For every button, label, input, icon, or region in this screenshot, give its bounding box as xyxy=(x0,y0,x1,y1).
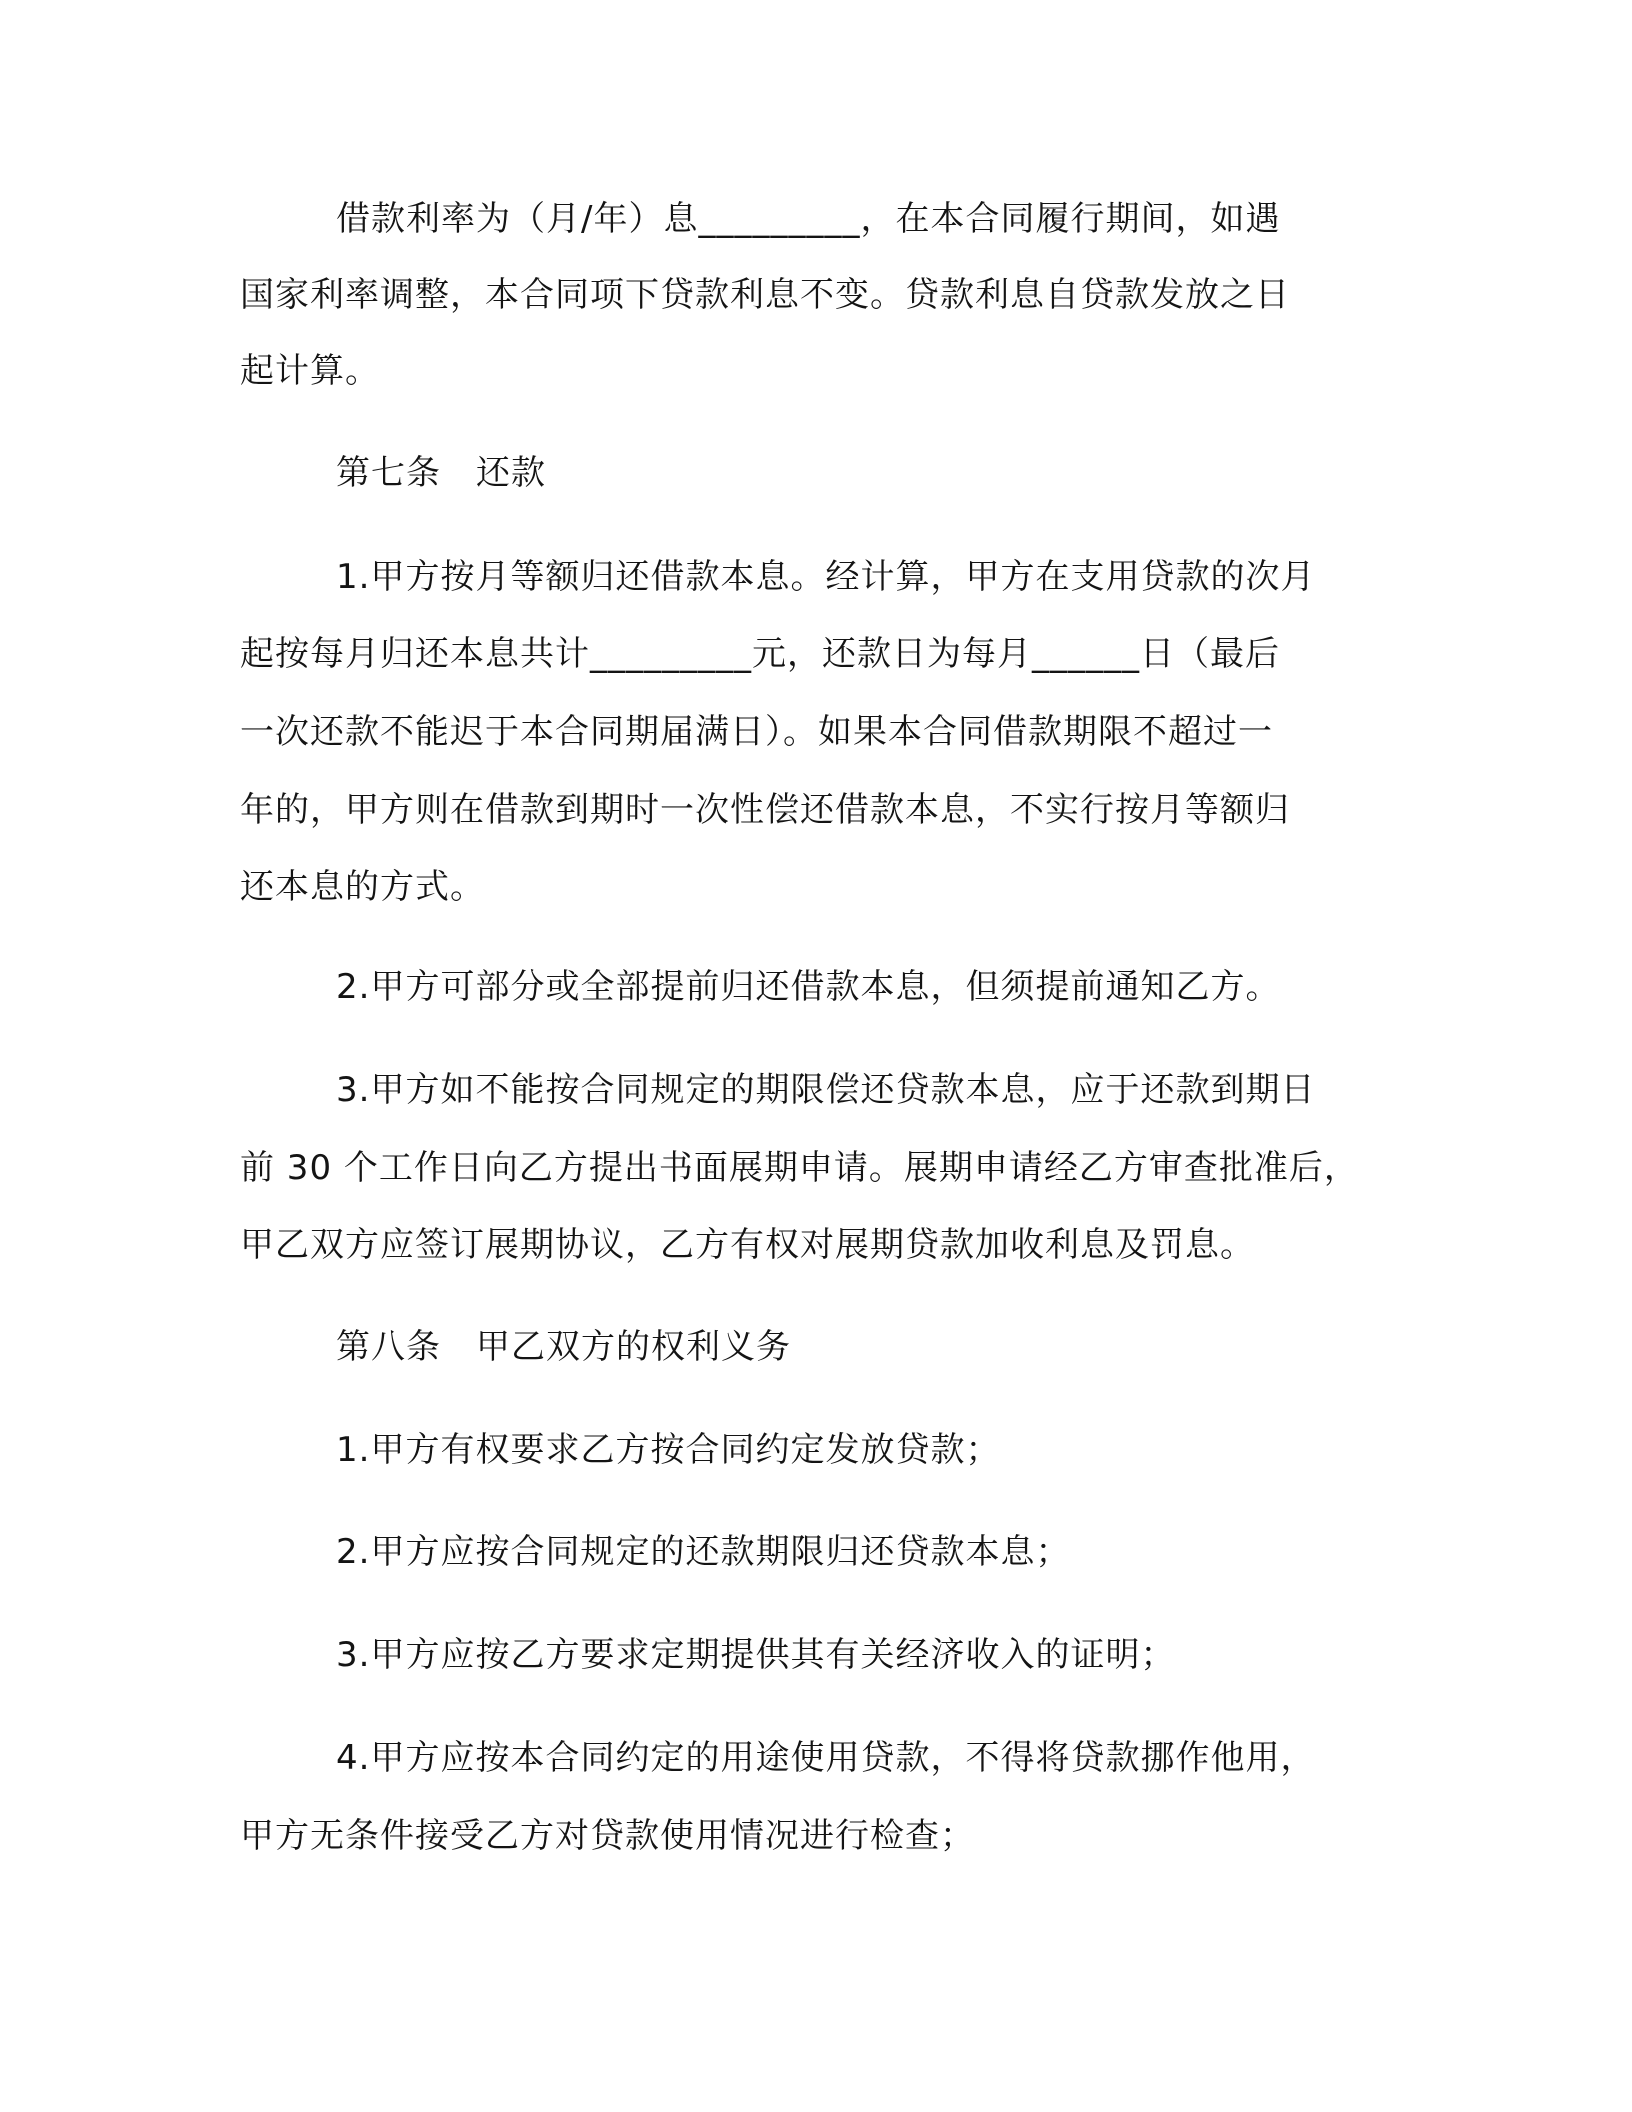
text-line: 前 30 个工作日向乙方提出书面展期申请。展期申请经乙方审查批准后， xyxy=(240,1148,1359,1188)
text-line-duty-4: 4.甲方应按本合同约定的用途使用贷款，不得将贷款挪作他用， xyxy=(336,1738,1316,1778)
text-line-interest-rate: 借款利率为（月/年）息_________，在本合同履行期间，如遇 xyxy=(336,199,1281,239)
text-line: 还本息的方式。 xyxy=(240,867,485,907)
text-line: 甲方无条件接受乙方对贷款使用情况进行检查； xyxy=(240,1816,975,1856)
section-heading-article-7: 第七条 还款 xyxy=(336,453,546,493)
text-line: 国家利率调整，本合同项下贷款利息不变。贷款利息自贷款发放之日 xyxy=(240,275,1290,315)
section-heading-article-8: 第八条 甲乙双方的权利义务 xyxy=(336,1327,791,1367)
text-line: 一次还款不能迟于本合同期届满日）。如果本合同借款期限不超过一 xyxy=(240,712,1273,752)
text-line-duty-3: 3.甲方应按乙方要求定期提供其有关经济收入的证明； xyxy=(336,1635,1176,1675)
text-line-clause-3: 3.甲方如不能按合同规定的期限偿还贷款本息，应于还款到期日 xyxy=(336,1070,1316,1110)
text-line: 起按每月归还本息共计_________元，还款日为每月______日（最后 xyxy=(240,634,1280,674)
text-line: 年的，甲方则在借款到期时一次性偿还借款本息，不实行按月等额归 xyxy=(240,790,1290,830)
text-line-duty-1: 1.甲方有权要求乙方按合同约定发放贷款； xyxy=(336,1430,1001,1470)
text-line: 甲乙双方应签订展期协议，乙方有权对展期贷款加收利息及罚息。 xyxy=(240,1225,1255,1265)
text-line-clause-1: 1.甲方按月等额归还借款本息。经计算，甲方在支用贷款的次月 xyxy=(336,557,1316,597)
text-line-duty-2: 2.甲方应按合同规定的还款期限归还贷款本息； xyxy=(336,1532,1071,1572)
text-line: 起计算。 xyxy=(240,351,380,391)
text-line-clause-2: 2.甲方可部分或全部提前归还借款本息，但须提前通知乙方。 xyxy=(336,967,1281,1007)
